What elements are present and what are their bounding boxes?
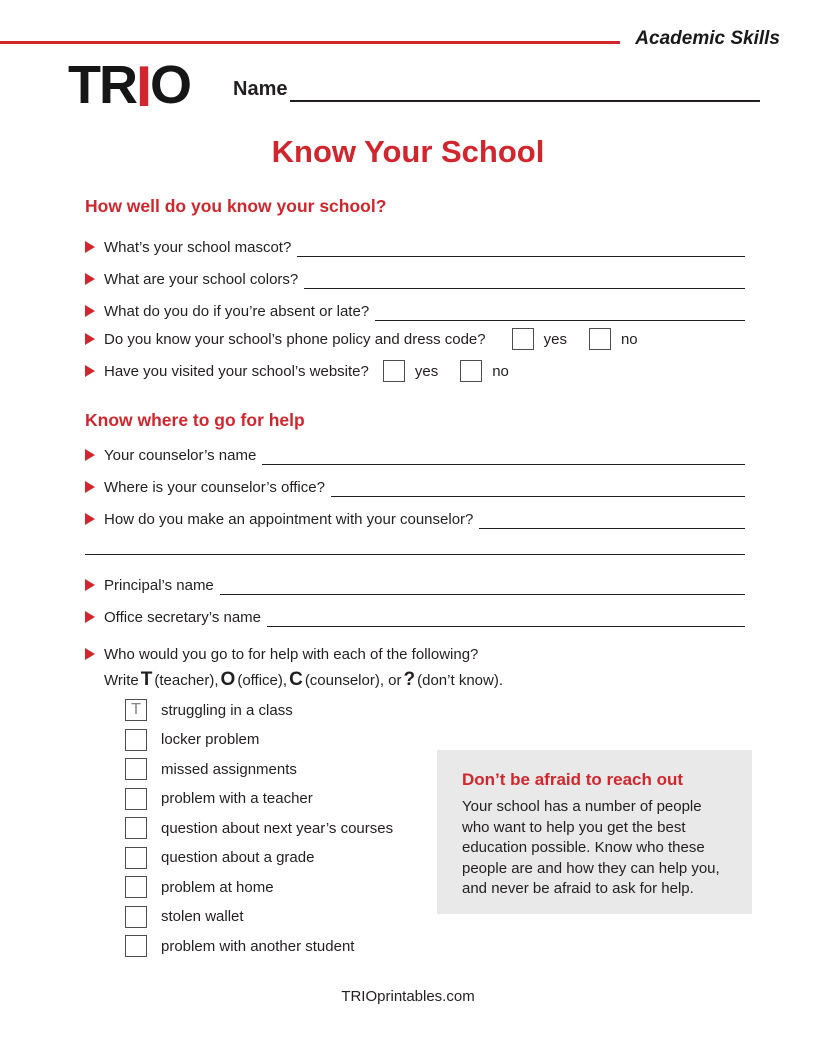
- category-label: Academic Skills: [635, 28, 780, 49]
- question-label: What do you do if you’re absent or late?: [104, 302, 370, 320]
- callout-body: Your school has a number of people who want to help you get the best education possible. Know who these people are and how they can help you, and never be afraid to ask for help.: [462, 798, 720, 897]
- checklist-label: missed assignments: [161, 760, 297, 778]
- header-rule: [0, 41, 620, 44]
- question-label: How do you make an appointment with your counselor?: [104, 510, 474, 528]
- checklist-label: problem at home: [161, 878, 274, 896]
- bullet-triangle-icon: [85, 579, 95, 591]
- answer-line[interactable]: [479, 506, 745, 529]
- checklist-item: [125, 935, 393, 957]
- section-heading-know-school: How well do you know your school?: [85, 196, 387, 216]
- checklist-label: question about next year’s courses: [161, 819, 394, 837]
- checklist-item: [125, 729, 393, 751]
- answer-line[interactable]: [262, 442, 745, 465]
- answer-line[interactable]: [267, 604, 745, 627]
- question-row-principal: [85, 572, 745, 598]
- question-label: What are your school colors?: [104, 270, 299, 288]
- bullet-triangle-icon: [85, 365, 95, 377]
- question-label: Do you know your school’s phone policy and dress code?: [104, 330, 486, 348]
- bullet-triangle-icon: [85, 481, 95, 493]
- bullet-triangle-icon: [85, 273, 95, 285]
- question-label: Have you visited your school’s website?: [104, 362, 369, 380]
- question-row-absent: [85, 298, 745, 324]
- checklist-item: [125, 788, 393, 810]
- logo-o: O: [150, 55, 191, 115]
- bullet-triangle-icon: [85, 611, 95, 623]
- question-label: Your counselor’s name: [104, 446, 257, 464]
- page-title: Know Your School: [271, 134, 545, 169]
- bullet-triangle-icon: [85, 648, 95, 660]
- checklist-label: question about a grade: [161, 849, 315, 866]
- answer-box[interactable]: [125, 876, 147, 898]
- bullet-triangle-icon: [85, 449, 95, 461]
- callout-heading: Don’t be afraid to reach out: [462, 770, 684, 789]
- checklist-label: stolen wallet: [161, 908, 244, 925]
- desc-dont-know: (don’t know).: [417, 672, 503, 689]
- answer-box[interactable]: [125, 935, 147, 957]
- checklist-item: [125, 699, 393, 721]
- checklist-label: locker problem: [161, 731, 260, 748]
- name-label: Name: [233, 78, 288, 100]
- key-teacher: T: [140, 669, 153, 690]
- question-row-counselor-office: [85, 474, 745, 500]
- question-row-colors: [85, 266, 745, 292]
- answer-line[interactable]: [220, 572, 745, 595]
- question-label: What’s your school mascot?: [104, 238, 292, 256]
- answer-box[interactable]: T: [125, 699, 147, 721]
- yes-label: yes: [414, 362, 439, 380]
- answer-box[interactable]: [125, 847, 147, 869]
- desc-office: (office),: [237, 672, 288, 689]
- question-label: Who would you go to for help with each of the following?: [104, 645, 479, 663]
- checklist-item: [125, 817, 393, 839]
- key-office: O: [220, 669, 236, 690]
- yes-label: yes: [543, 330, 567, 348]
- no-checkbox[interactable]: [460, 360, 482, 382]
- bullet-triangle-icon: [85, 305, 95, 317]
- answer-line[interactable]: [304, 266, 745, 289]
- checklist-item: [125, 906, 393, 928]
- bullet-triangle-icon: [85, 241, 95, 253]
- key-counselor: C: [289, 669, 303, 690]
- answer-box[interactable]: [125, 906, 147, 928]
- answer-box[interactable]: [125, 758, 147, 780]
- logo-tr: TR: [68, 55, 136, 115]
- checklist-item: [125, 876, 393, 898]
- help-checklist: [125, 699, 393, 965]
- checklist-item: [125, 847, 393, 869]
- checklist-label: struggling in a class: [161, 701, 293, 719]
- checklist-label: problem with another student: [161, 937, 355, 955]
- yes-checkbox[interactable]: [383, 360, 405, 382]
- answer-line[interactable]: [331, 474, 745, 497]
- question-label: Office secretary’s name: [104, 608, 262, 626]
- yes-checkbox[interactable]: [512, 328, 534, 350]
- trio-logo: [68, 54, 191, 119]
- no-label: no: [620, 330, 638, 348]
- question-label: Principal’s name: [104, 576, 214, 594]
- no-checkbox[interactable]: [589, 328, 611, 350]
- question-row-website: [85, 358, 745, 384]
- no-label: no: [492, 362, 509, 380]
- logo-i: I: [135, 54, 151, 119]
- answer-line-continuation[interactable]: [85, 554, 745, 555]
- bullet-triangle-icon: [85, 333, 95, 345]
- answer-line[interactable]: [375, 298, 745, 321]
- write-instruction: [104, 669, 503, 691]
- question-row-appointment: [85, 506, 745, 532]
- name-answer-line[interactable]: [290, 100, 760, 102]
- question-label: Where is your counselor’s office?: [104, 478, 325, 496]
- question-row-secretary: [85, 604, 745, 630]
- answer-box[interactable]: [125, 729, 147, 751]
- footer-site: TRIOprintables.com: [341, 988, 475, 1005]
- answer-box[interactable]: [125, 788, 147, 810]
- question-row-who-to-ask: [85, 641, 745, 667]
- checklist-item: [125, 758, 393, 780]
- question-row-phone-policy: [85, 326, 745, 352]
- question-row-mascot: [85, 234, 745, 260]
- checklist-label: problem with a teacher: [161, 790, 313, 807]
- question-row-counselor-name: [85, 442, 745, 468]
- key-dont-know: ?: [403, 669, 416, 690]
- answer-line[interactable]: [297, 234, 745, 257]
- answer-box[interactable]: [125, 817, 147, 839]
- bullet-triangle-icon: [85, 513, 95, 525]
- callout-box: [437, 750, 752, 914]
- write-prefix: Write: [104, 672, 139, 689]
- desc-teacher: (teacher),: [154, 672, 219, 689]
- section-heading-help: Know where to go for help: [85, 410, 305, 430]
- desc-counselor: (counselor), or: [304, 672, 402, 689]
